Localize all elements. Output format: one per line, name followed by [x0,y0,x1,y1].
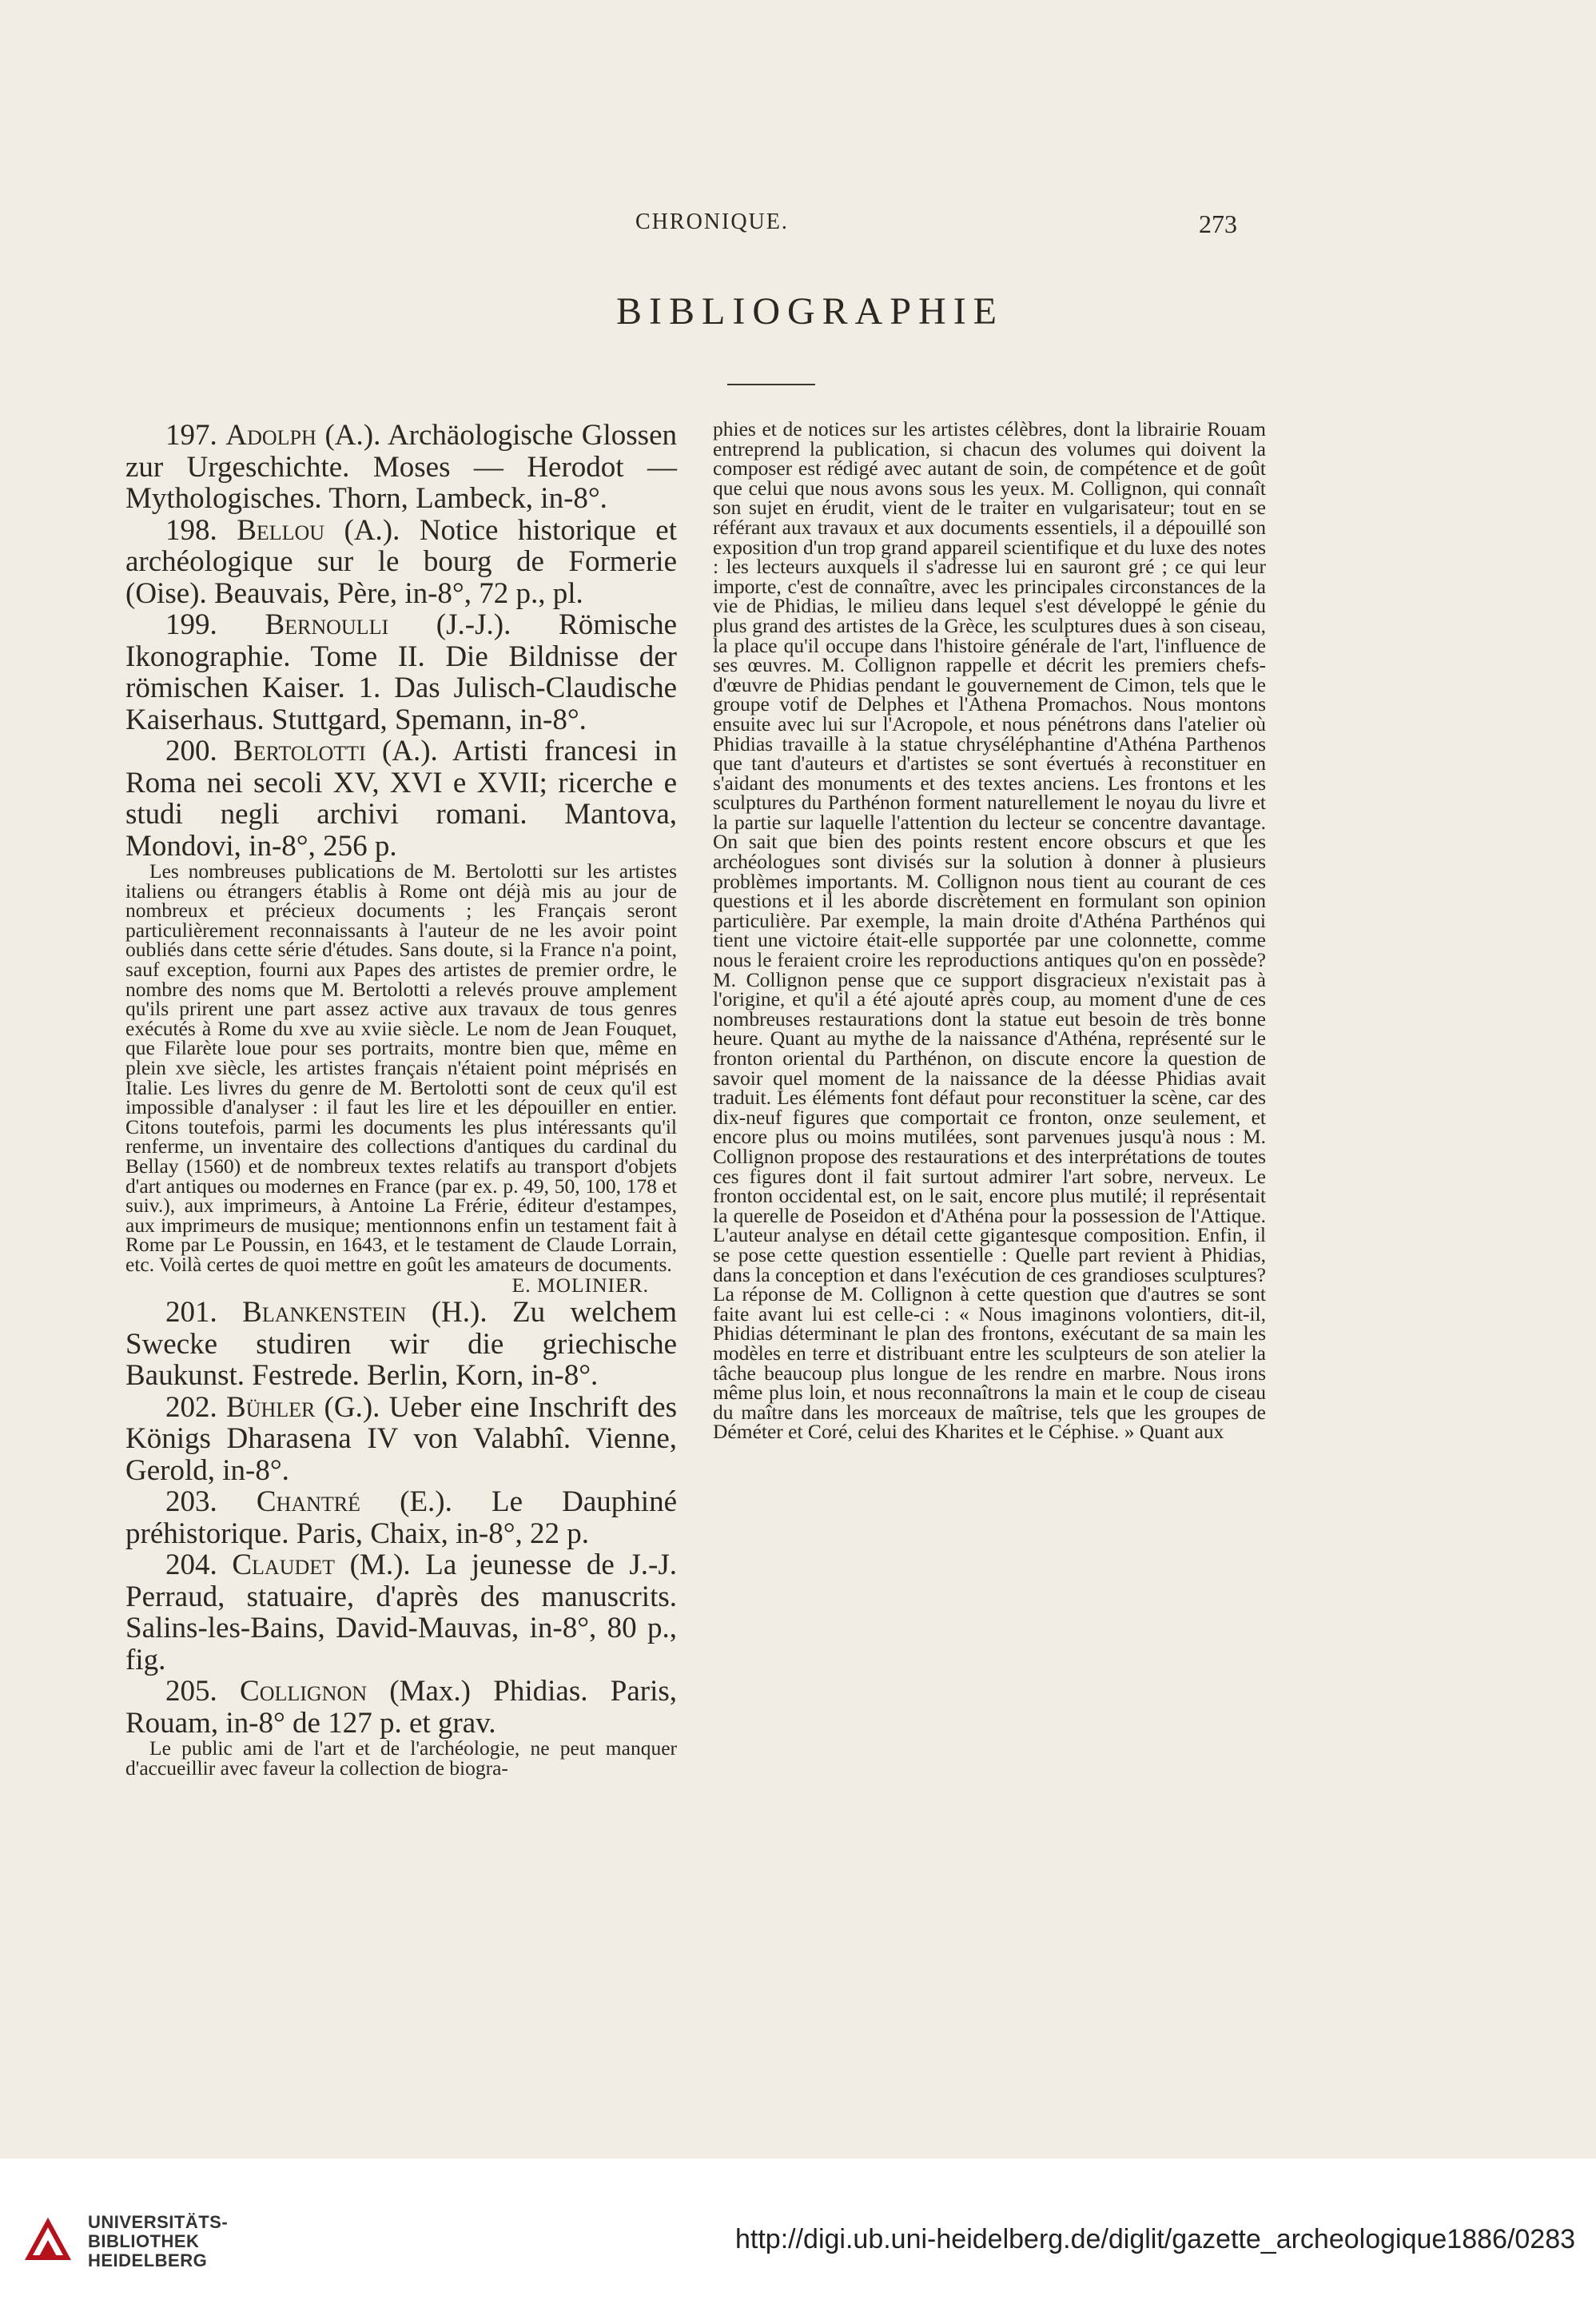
bibliography-entry-200: 200. Bertolotti (A.). Artisti francesi in Roma nei secoli XV, XVI e XVII; ricerche e studi negli archivi romani. Mantova, Mondovi, in-8°, 256 p. [125,735,678,863]
university-library-logo-icon [24,2216,72,2264]
bibliography-entry-205: 205. Collignon (Max.) Phidias. Paris, Rouam, in-8° de 127 p. et grav. [125,1675,677,1740]
left-column [125,420,677,1779]
running-head [0,209,1596,241]
bibliography-entry-204: 204. Claudet (M.). La jeunesse de J.-J. Perraud, statuaire, d'après des manuscrits. Salins-les-Bains, David-Mauvas, in-8°, 80 p., fig. [125,1549,678,1676]
bibliography-entry-199: 199. Bernoulli (J.-J.). Römische Ikonographie. Tome II. Die Bildnisse der römischen Kaiser. 1. Das Julisch-Claudische Kaiserhaus. Stuttgard, Spemann, in-8°. [125,608,677,736]
review-signature: E. MOLINIER. [511,1274,649,1298]
bibliography-entry-203: 203. Chantré (E.). Le Dauphiné préhistorique. Paris, Chaix, in-8°, 22 p. [125,1485,677,1550]
review-note-200: Les nombreuses publications de M. Bertolotti sur les artistes italiens ou étrangers établis à Rome ont déjà mis au jour de nombreux et précieux documents ; les Français seront particulièrement reconnaissants à l'auteur de ne les avoir point oubliés dans cette série d'études. Sans doute, si la France n'a point, sauf exception, fourni aux Papes des artistes de premier ordre, le nombre des noms que M. Bertolotti a relevés prouve amplement qu'ils prirent une part assez active aux travaux de tous genres exécutés à Rome du xve au xviie siècle. Le nom de Jean Fouquet, que Filarète loue pour ses portraits, montre bien que, même en plein xve siècle, les artistes français n'étaient point méprisés en Italie. Les livres du genre de M. Bertolotti sont de ceux qu'il est impossible d'analyser : il faut les lire et les dépouiller en entier. Citons toutefois, parmi les documents les plus intéressants qu'il renferme, un inventaire des collections d'antiques du cardinal du Bellay (1560) et de nombreux textes relatifs au transport d'objets d'art antiques ou modernes en France (par ex. p. 49, 50, 100, 178 et suiv.), aux imprimeurs, à Antoine La Frérie, éditeur d'estampes, aux imprimeurs de musique; mentionnons enfin un testament fait à Rome par Le Poussin, en 1643, et le testament de Claude Lorrain, etc. Voilà certes de quoi mettre en goût les amateurs de documents. [125,859,677,1276]
right-column [713,417,1266,1444]
bibliography-entry-198: 198. Bellou (A.). Notice historique et archéologique sur le bourg de Formerie (Oise). Beauvais, Père, in-8°, 72 p., pl. [125,513,677,610]
title-divider [727,384,815,385]
library-name: UNIVERSITÄTS- BIBLIOTHEK HEIDELBERG [88,2212,229,2270]
page-number: 273 [1199,209,1237,238]
review-continuation: phies et de notices sur les artistes célèbres, dont la librairie Rouam entreprend la publication, si chacun des volumes qui doivent la composer est rédigé avec autant de soin, de compétence et de goût que celui que nous avons sous les yeux. M. Collignon, qui connaît son sujet en érudit, vient de le traiter en vulgarisateur; tout en se référant aux travaux et aux documents essentiels, il a dépouillé son exposition d'un trop grand appareil scientifique et du luxe des notes : les lecteurs auxquels il s'adresse lui en sauront gré ; ce qui leur importe, c'est de connaître, avec les principales circonstances de la vie de Phidias, le milieu dans lequel s'est développé le génie du plus grand des artistes de la Grèce, les sculptures dues à son ciseau, la place qu'il occupe dans l'histoire générale de l'art, l'influence de ses œuvres. M. Collignon rappelle et décrit les premiers chefs-d'œuvre de Phidias pendant le gouvernement de Cimon, tels que le groupe votif de Delphes et l'Athena Promachos. Nous montons ensuite avec lui sur l'Acropole, et nous pénétrons dans l'atelier où Phidias travaille à la statue chryséléphantine d'Athéna Parthenos que tant d'auteurs et d'artistes se sont évertués à reconstituer en s'aidant des monuments et des textes anciens. Les frontons et les sculptures du Parthénon forment naturellement le noyau du livre et la partie sur laquelle l'attention du lecteur se concentre davantage. On sait que bien des points restent encore obscurs et que les archéologues sont divisés sur la solution à donner à plusieurs problèmes importants. M. Collignon nous tient au courant de ces questions et il les aborde discrètement en formulant son opinion particulière. Par exemple, la main droite d'Athéna Parthénos qui tient une victoire était-elle supportée par une colonnette, comme nous le feraient croire les reproductions antiques qu'on en possède? M. Collignon pense que ce support disgracieux n'existait pas à l'origine, et qu'il a été ajouté après coup, au moment d'une de ces nombreuses restaurations dont la statue eut besoin de très bonne heure. Quant au mythe de la naissance d'Athéna, représenté sur le fronton oriental du Parthénon, on discute encore la question de savoir quel moment de la naissance de la déesse Phidias avait traduit. Les éléments font défaut pour reconstituer la scène, car des dix-neuf figures que comportait ce fronton, onze seulement, et encore plus ou moins mutilées, sont parvenues jusqu'à nous : M. Collignon propose des restaurations et des interprétations de toutes ces figures dont il fait surtout admirer l'art sobre, nerveux. Le fronton occidental est, on le sait, encore plus mutilé; il représentait la querelle de Poseidon et d'Athéna pour la possession de l'Attique. L'auteur analyse en détail cette gigantesque composition. Enfin, il se pose cette question essentielle : Quelle part revient à Phidias, dans la conception et dans l'exécution de ces grandioses sculptures? La réponse de M. Collignon à cette question que d'autres se sont faite avant lui est celle-ci : « Nous imaginons volontiers, dit-il, Phidias déterminant le plan des frontons, exécutant de sa main les modèles en terre et distribuant entre les sculpteurs de son atelier la tâche beaucoup plus longue de les rendre en marbre. Nous irons même plus loin, et nous reconnaîtrons la main et le coup de ciseau du maître dans les morceaux de maîtrise, tels que les groupes de Déméter et Coré, celui des Kharites et le Céphise. » Quant aux [713,417,1266,1444]
section-title: BIBLIOGRAPHIE [616,290,1004,333]
review-note-205: Le public ami de l'art et de l'archéologie, ne peut manquer d'accueillir avec faveur la collection de biogra- [125,1736,677,1780]
bibliography-entry-201: 201. Blankenstein (H.). Zu welchem Swecke studiren wir die griechische Baukunst. Festrede. Berlin, Korn, in-8°. [125,1296,678,1393]
bibliography-entry-197: 197. Adolph (A.). Archäologische Glossen zur Urgeschichte. Moses — Herodot — Mythologisches. Thorn, Lambeck, in-8°. [125,419,678,515]
source-url-link[interactable]: http://digi.ub.uni-heidelberg.de/diglit/gazette_archeologique1886/0283 [735,2224,1576,2254]
running-head-title: CHRONIQUE. [635,209,789,234]
bibliography-entry-202: 202. Bühler (G.). Ueber eine Inschrift des Königs Dharasena IV von Valabhî. Vienne, Gerold, in-8°. [125,1390,678,1487]
digitization-footer [0,2159,1596,2312]
